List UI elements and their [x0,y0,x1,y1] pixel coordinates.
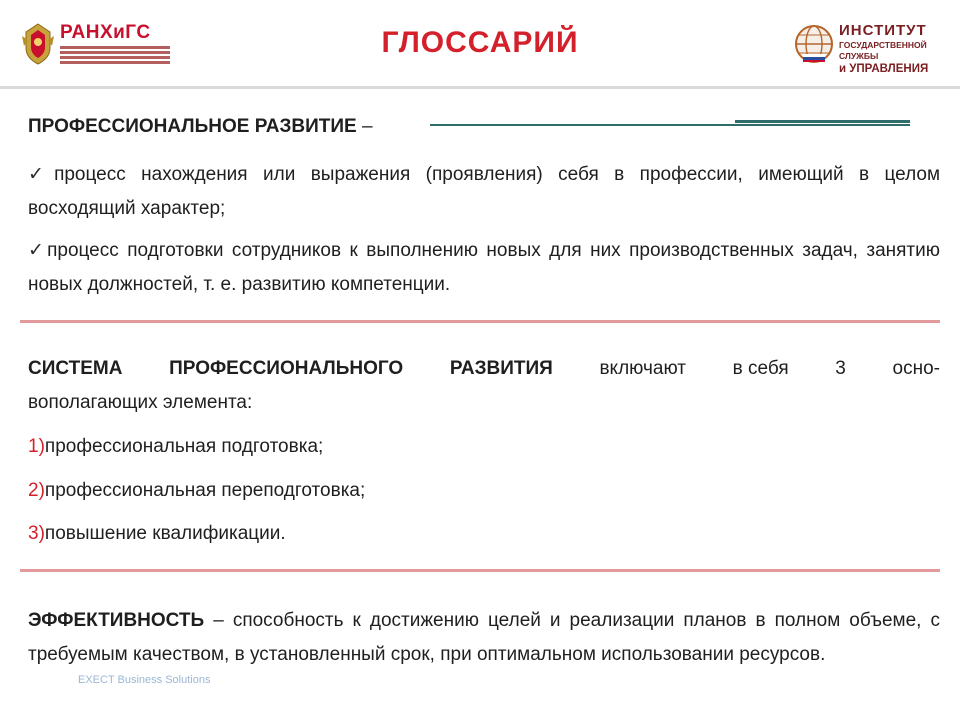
ranepa-name: РАНХиГС [60,22,151,43]
list-text: профессиональная переподготовка; [44,480,366,501]
list-item [28,474,365,508]
decorative-line [430,124,910,126]
term-word: СИСТЕМА [28,358,123,379]
list-number: 3) [28,523,45,544]
term-professional-development [28,116,373,138]
efficiency-text: – способность к достижению целей и реализации планов в полном объеме, с требуемым качеством, в установленный срок, при оптимальном использовании ресурсов. [28,610,940,665]
text-word: 3 [835,358,846,379]
check-icon: ✓ [28,164,55,185]
institute-subtitle: ГОСУДАРСТВЕННОЙ СЛУЖБЫ [839,40,927,61]
term-word: ПРОФЕССИОНАЛЬНОГО [169,358,404,379]
list-item [28,517,286,551]
institute-subtitle-2: и УПРАВЛЕНИЯ [839,63,929,75]
list-number: 1) [28,436,45,457]
definition-item [28,234,940,302]
institute-title: ИНСТИТУТ [839,22,927,39]
definition-text: процесс нахождения или выражения (проявления) себя в профессии, имеющий в целом восходящий характер; [28,164,941,219]
text-word: в себя [732,358,789,379]
term-efficiency: ЭФФЕКТИВНОСТЬ [28,610,205,631]
term-label: ПРОФЕССИОНАЛЬНОЕ РАЗВИТИЕ [28,116,357,137]
section-divider [20,569,940,572]
section-divider [20,320,940,323]
term-dash: – [356,116,373,137]
system-description [28,352,940,420]
check-icon: ✓ [28,240,48,261]
list-number: 2) [28,480,45,501]
term-word: РАЗВИТИЯ [449,358,553,379]
efficiency-definition [28,604,940,672]
header-divider [0,86,960,89]
globe-icon [794,24,834,64]
text-word: включают [599,358,686,379]
watermark: EXECT Business Solutions [78,674,211,686]
list-item [28,430,323,464]
definition-item [28,158,940,226]
header [0,0,960,88]
institute-logo [794,22,944,75]
page-title: ГЛОССАРИЙ [381,26,579,59]
list-text: профессиональная подготовка; [44,436,324,457]
definition-text: процесс подготовки сотрудников к выполнению новых для них производственных задач, занятию новых должностей, т. е. развитию компетенции. [28,240,940,295]
system-line-2: вополагающих элемента: [28,392,253,413]
decorative-line [735,120,910,123]
list-text: повышение квалификации. [44,523,286,544]
text-word: осно- [892,358,940,379]
